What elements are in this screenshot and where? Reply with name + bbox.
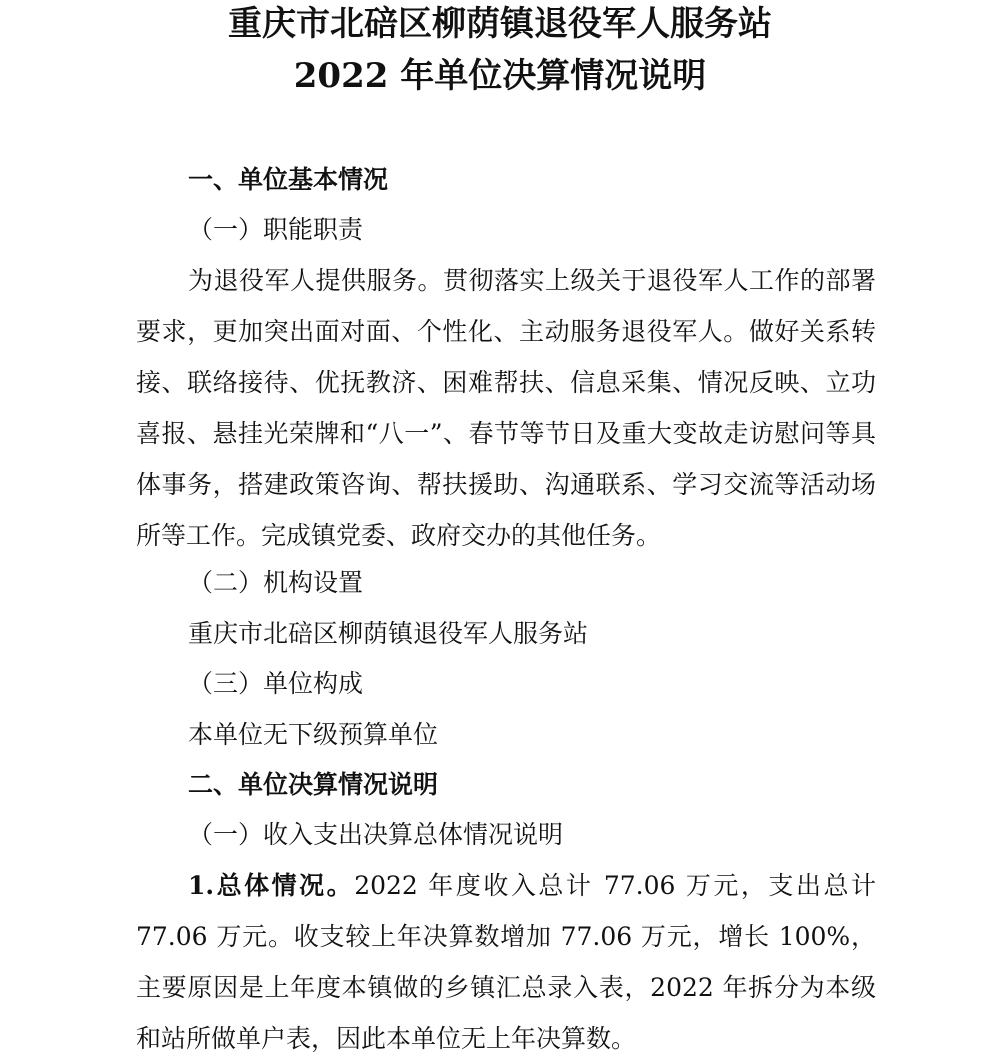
section2-sub1-heading: （一）收入支出决算总体情况说明 [188,820,564,849]
section1-sub1-heading: （一）职能职责 [188,215,364,244]
section2-sub1-lead: 1.总体情况。 [188,871,355,900]
document-title-line2: 2022 年单位决算情况说明 [293,56,707,96]
section2-heading: 二、单位决算情况说明 [188,770,439,799]
section1-sub2-heading: （二）机构设置 [188,568,364,597]
section1-sub1-body: 为退役军人提供服务。贯彻落实上级关于退役军人工作的部署要求，更加突出面对面、个性化、主动服务退役军人。做好关系转接、联络接待、优抚教济、困难帮扶、信息采集、情况反映、立功喜报、悬挂光荣牌和“八一”、春节等节日及重大变故走访慰问等具体事务，搭建政策咨询、帮扶援助、沟通联系、学习交流等活动场所等工作。完成镇党委、政府交办的其他任务。 [136,266,876,550]
document-title-line1: 重庆市北碚区柳荫镇退役军人服务站 [228,4,772,44]
section1-sub3-body: 本单位无下级预算单位 [188,720,439,749]
section2-sub1-paragraph [136,860,876,1064]
section1-sub3-heading: （三）单位构成 [188,669,364,698]
section1-heading: 一、单位基本情况 [188,165,389,194]
section1-sub2-body: 重庆市北碚区柳荫镇退役军人服务站 [188,619,589,648]
section2-sub1-body: 2022 年度收入总计 77.06 万元，支出总计 77.06 万元。收支较上年决算数增加 77.06 万元，增长 100%，主要原因是上年度本镇做的乡镇汇总录入表，2022 年拆分为本级和站所做单户表，因此本单位无上年决算数。 [136,871,876,1053]
